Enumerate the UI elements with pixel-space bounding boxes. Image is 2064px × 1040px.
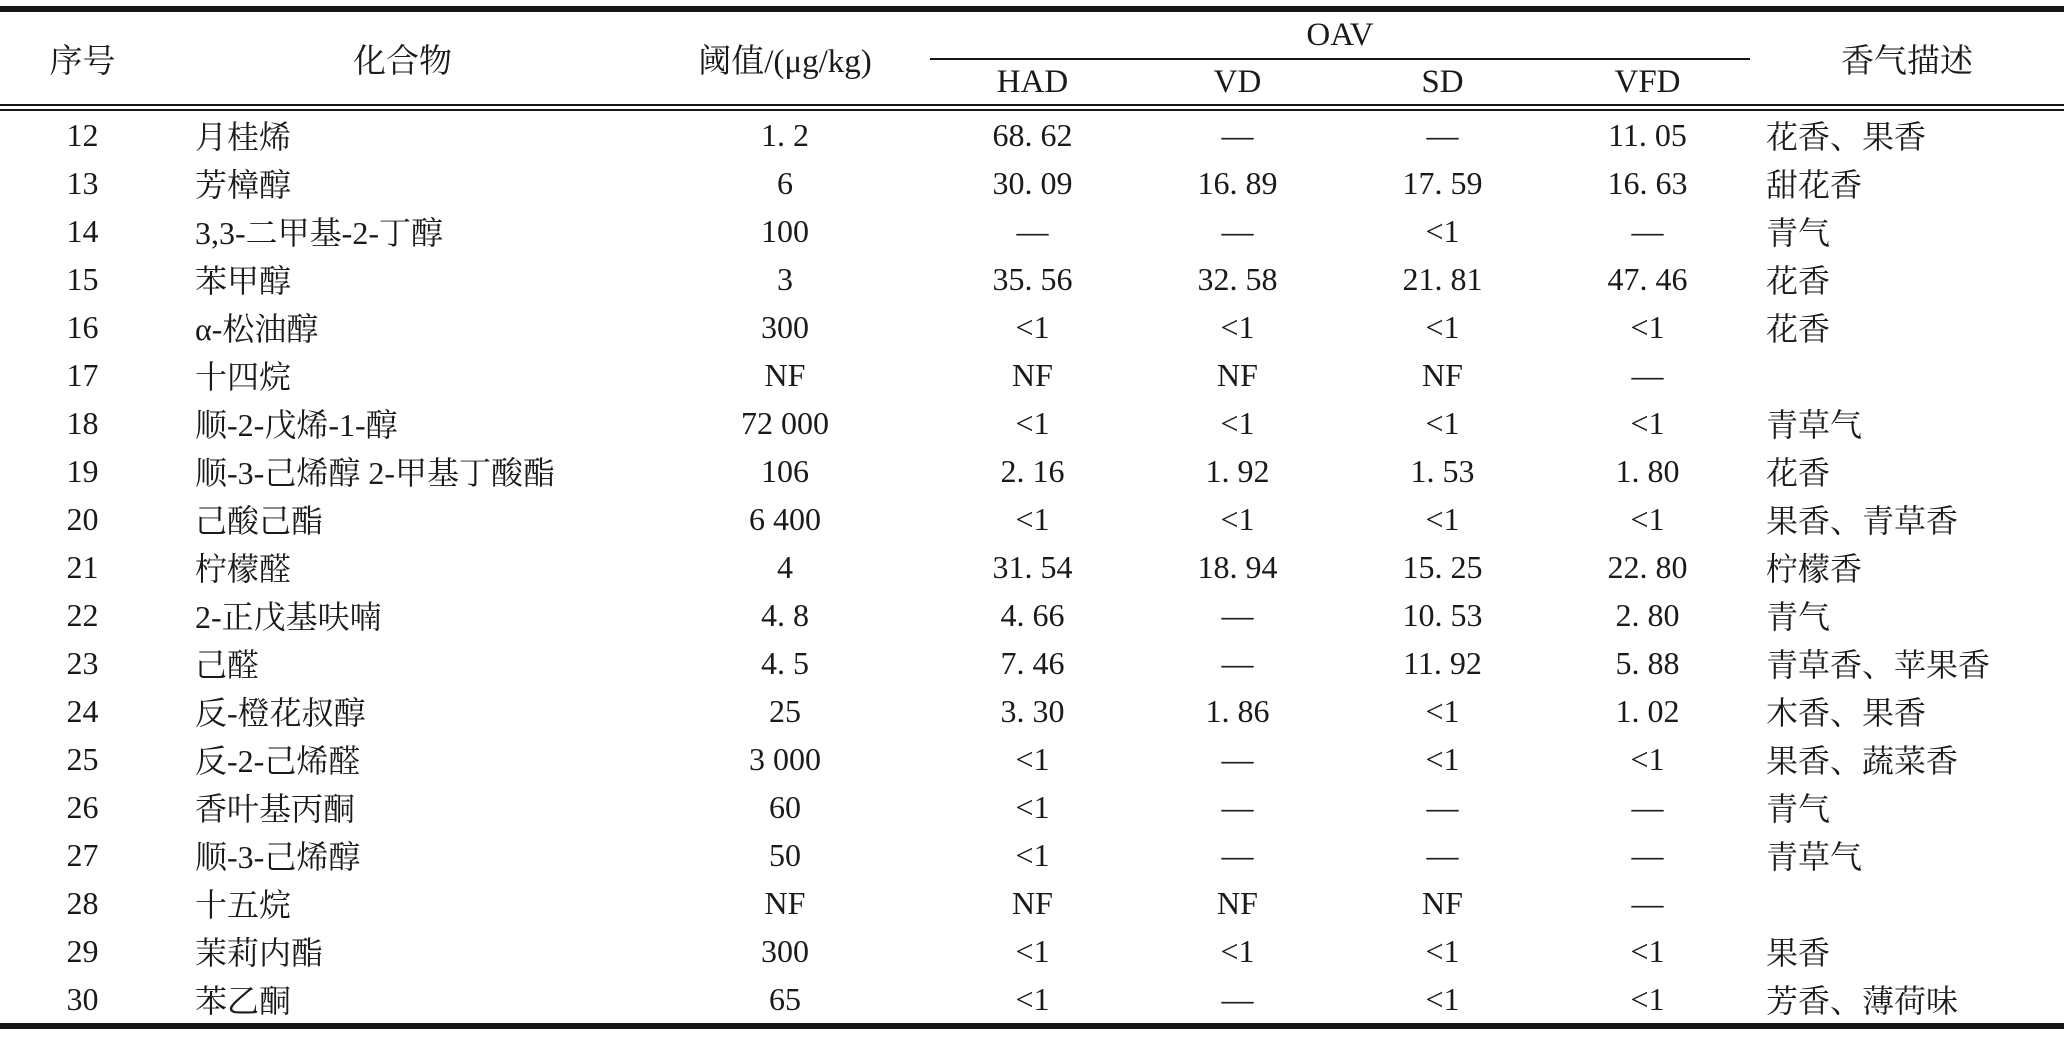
table-header xyxy=(0,9,2064,108)
aroma-description: 果香 xyxy=(1766,935,1831,971)
row-number: 30 xyxy=(66,980,99,1017)
oav-vd-value: NF xyxy=(1217,356,1258,393)
oav-sd-value: NF xyxy=(1422,356,1463,393)
header-no: 序号 xyxy=(49,43,116,80)
oav-vfd-value: 1. 02 xyxy=(1615,692,1680,729)
aroma-description: 花香、果香 xyxy=(1766,119,1927,155)
oav-sd-value: — xyxy=(1426,788,1459,825)
oav-had-value: <1 xyxy=(1015,500,1050,537)
row-number: 15 xyxy=(66,260,99,297)
oav-vfd-value: 1. 80 xyxy=(1615,452,1680,489)
threshold-value: 3 xyxy=(777,260,793,297)
threshold-value: 1. 2 xyxy=(761,116,809,153)
oav-vfd-value: — xyxy=(1631,884,1664,921)
oav-sd-value: — xyxy=(1426,836,1459,873)
oav-vfd-value: 2. 80 xyxy=(1615,596,1680,633)
oav-vfd-value: 22. 80 xyxy=(1607,548,1688,585)
row-number: 25 xyxy=(66,740,99,777)
oav-had-value: 7. 46 xyxy=(1000,644,1065,681)
oav-vd-value: 1. 86 xyxy=(1205,692,1270,729)
compound-name: 反-橙花叔醇 xyxy=(195,695,366,731)
header-vd: VD xyxy=(1213,63,1262,100)
oav-vd-value: <1 xyxy=(1220,308,1255,345)
oav-had-value: <1 xyxy=(1015,836,1050,873)
oav-vfd-value: <1 xyxy=(1630,404,1665,441)
compound-name: 反-2-己烯醛 xyxy=(195,743,361,779)
compound-name: 顺-3-己烯醇 xyxy=(195,839,361,875)
threshold-value: 3 000 xyxy=(749,740,821,777)
oav-had-value: 2. 16 xyxy=(1000,452,1065,489)
row-number: 13 xyxy=(66,164,99,201)
compound-name: 柠檬醛 xyxy=(195,551,292,587)
compound-name: 己醛 xyxy=(195,647,260,683)
threshold-value: 106 xyxy=(761,452,809,489)
oav-vd-value: — xyxy=(1221,788,1254,825)
table-row xyxy=(0,687,2064,735)
oav-vd-value: — xyxy=(1221,836,1254,873)
oav-had-value: NF xyxy=(1012,884,1053,921)
header-sd: SD xyxy=(1421,63,1464,100)
row-number: 21 xyxy=(66,548,99,585)
threshold-value: 6 xyxy=(777,164,793,201)
table-row xyxy=(0,927,2064,975)
oav-had-value: <1 xyxy=(1015,740,1050,777)
oav-vfd-value: 16. 63 xyxy=(1607,164,1688,201)
oav-sd-value: <1 xyxy=(1425,308,1460,345)
threshold-value: 72 000 xyxy=(741,404,829,441)
oav-vd-value: <1 xyxy=(1220,404,1255,441)
oav-vfd-value: 11. 05 xyxy=(1608,116,1687,153)
compound-name: 芳樟醇 xyxy=(195,167,292,203)
table-row xyxy=(0,108,2064,160)
oav-vfd-value: 47. 46 xyxy=(1607,260,1688,297)
oav-sd-value: 15. 25 xyxy=(1402,548,1483,585)
oav-vd-value: — xyxy=(1221,596,1254,633)
table-row xyxy=(0,495,2064,543)
threshold-value: 4. 5 xyxy=(761,644,809,681)
threshold-value: 300 xyxy=(761,932,809,969)
table-row xyxy=(0,399,2064,447)
threshold-value: 100 xyxy=(761,212,809,249)
compound-name: α-松油醇 xyxy=(195,311,319,347)
threshold-value: 65 xyxy=(769,980,801,1017)
oav-vd-value: 1. 92 xyxy=(1205,452,1270,489)
table-row xyxy=(0,783,2064,831)
compound-name: 茉莉内酯 xyxy=(195,935,324,971)
aroma-description: 芳香、薄荷味 xyxy=(1766,983,1959,1019)
oav-had-value: <1 xyxy=(1015,980,1050,1017)
aroma-description: 青气 xyxy=(1766,215,1831,251)
compound-name: 3,3-二甲基-2-丁醇 xyxy=(195,215,443,251)
oav-vfd-value: <1 xyxy=(1630,980,1665,1017)
compound-name: 顺-3-己烯醇 2-甲基丁酸酯 xyxy=(195,455,555,491)
oav-sd-value: 1. 53 xyxy=(1410,452,1475,489)
oav-sd-value: 10. 53 xyxy=(1402,596,1483,633)
aroma-description: 青草香、苹果香 xyxy=(1766,647,1991,683)
aroma-description xyxy=(1750,879,2064,927)
aroma-description: 木香、果香 xyxy=(1766,695,1927,731)
oav-sd-value: <1 xyxy=(1425,212,1460,249)
table-row xyxy=(0,255,2064,303)
table-body xyxy=(0,108,2064,1027)
oav-sd-value: <1 xyxy=(1425,980,1460,1017)
row-number: 22 xyxy=(66,596,99,633)
table-row xyxy=(0,447,2064,495)
table-row xyxy=(0,207,2064,255)
compound-name: 顺-2-戊烯-1-醇 xyxy=(195,407,398,443)
oav-vd-value: 32. 58 xyxy=(1197,260,1278,297)
table-row xyxy=(0,351,2064,399)
row-number: 20 xyxy=(66,500,99,537)
threshold-value: 4. 8 xyxy=(761,596,809,633)
oav-vfd-value: <1 xyxy=(1630,932,1665,969)
threshold-value: 6 400 xyxy=(749,500,821,537)
compound-name: 2-正戊基呋喃 xyxy=(195,599,382,635)
oav-had-value: 35. 56 xyxy=(992,260,1073,297)
threshold-value: 25 xyxy=(769,692,801,729)
table-row xyxy=(0,831,2064,879)
oav-had-value: <1 xyxy=(1015,404,1050,441)
oav-table xyxy=(0,6,2064,1029)
oav-sd-value: — xyxy=(1426,116,1459,153)
oav-sd-value: <1 xyxy=(1425,500,1460,537)
row-number: 12 xyxy=(66,116,99,153)
oav-had-value: NF xyxy=(1012,356,1053,393)
aroma-description xyxy=(1750,351,2064,399)
row-number: 19 xyxy=(66,452,99,489)
oav-sd-value: 21. 81 xyxy=(1402,260,1483,297)
aroma-description: 果香、青草香 xyxy=(1766,503,1959,539)
oav-vd-value: NF xyxy=(1217,884,1258,921)
oav-vd-value: 16. 89 xyxy=(1197,164,1278,201)
oav-vd-value: <1 xyxy=(1220,932,1255,969)
oav-had-value: 30. 09 xyxy=(992,164,1073,201)
table-row xyxy=(0,159,2064,207)
oav-had-value: <1 xyxy=(1015,788,1050,825)
aroma-description: 花香 xyxy=(1766,263,1831,299)
oav-vfd-value: <1 xyxy=(1630,500,1665,537)
oav-vd-value: — xyxy=(1221,116,1254,153)
oav-had-value: 4. 66 xyxy=(1000,596,1065,633)
oav-vd-value: — xyxy=(1221,740,1254,777)
header-had: HAD xyxy=(996,63,1069,100)
oav-vfd-value: <1 xyxy=(1630,308,1665,345)
threshold-value: NF xyxy=(764,356,806,393)
row-number: 23 xyxy=(66,644,99,681)
oav-vd-value: — xyxy=(1221,212,1254,249)
oav-had-value: 31. 54 xyxy=(992,548,1073,585)
table-row xyxy=(0,303,2064,351)
table-row xyxy=(0,735,2064,783)
oav-sd-value: <1 xyxy=(1425,932,1460,969)
compound-name: 十五烷 xyxy=(195,887,292,923)
oav-sd-value: <1 xyxy=(1425,740,1460,777)
threshold-value: NF xyxy=(764,884,806,921)
aroma-description: 果香、蔬菜香 xyxy=(1766,743,1959,779)
row-number: 16 xyxy=(66,308,99,345)
threshold-value: 50 xyxy=(769,836,801,873)
header-vfd: VFD xyxy=(1614,63,1681,100)
oav-sd-value: NF xyxy=(1422,884,1463,921)
compound-name: 己酸己酯 xyxy=(195,503,324,539)
oav-vfd-value: 5. 88 xyxy=(1615,644,1680,681)
row-number: 27 xyxy=(66,836,99,873)
compound-name: 十四烷 xyxy=(195,359,292,395)
table-row xyxy=(0,639,2064,687)
row-number: 18 xyxy=(66,404,99,441)
threshold-value: 60 xyxy=(769,788,801,825)
table-row xyxy=(0,879,2064,927)
oav-vfd-value: — xyxy=(1631,356,1664,393)
table-row xyxy=(0,591,2064,639)
aroma-description: 青气 xyxy=(1766,791,1831,827)
oav-had-value: <1 xyxy=(1015,932,1050,969)
oav-vfd-value: — xyxy=(1631,212,1664,249)
oav-had-value: <1 xyxy=(1015,308,1050,345)
row-number: 29 xyxy=(66,932,99,969)
table-row xyxy=(0,543,2064,591)
row-number: 14 xyxy=(66,212,99,249)
aroma-description: 青草气 xyxy=(1766,407,1863,443)
oav-vd-value: <1 xyxy=(1220,500,1255,537)
aroma-description: 青气 xyxy=(1766,599,1831,635)
oav-had-value: 3. 30 xyxy=(1000,692,1065,729)
oav-sd-value: 17. 59 xyxy=(1402,164,1483,201)
header-row-top xyxy=(0,9,2064,59)
table-row xyxy=(0,975,2064,1026)
oav-sd-value: <1 xyxy=(1425,692,1460,729)
header-threshold: 阈值/(μg/kg) xyxy=(698,43,872,80)
oav-had-value: — xyxy=(1016,212,1049,249)
header-compound: 化合物 xyxy=(353,43,452,80)
oav-vfd-value: <1 xyxy=(1630,740,1665,777)
threshold-value: 300 xyxy=(761,308,809,345)
oav-vd-value: — xyxy=(1221,980,1254,1017)
aroma-description: 青草气 xyxy=(1766,839,1863,875)
aroma-description: 花香 xyxy=(1766,311,1831,347)
header-oav-group: OAV xyxy=(930,9,1750,59)
compound-name: 月桂烯 xyxy=(195,119,292,155)
oav-vfd-value: — xyxy=(1631,836,1664,873)
compound-name: 香叶基丙酮 xyxy=(195,791,356,827)
compound-name: 苯乙酮 xyxy=(195,983,292,1019)
oav-sd-value: <1 xyxy=(1425,404,1460,441)
threshold-value: 4 xyxy=(777,548,793,585)
row-number: 24 xyxy=(66,692,99,729)
aroma-description: 柠檬香 xyxy=(1766,551,1863,587)
oav-vd-value: 18. 94 xyxy=(1197,548,1278,585)
aroma-description: 甜花香 xyxy=(1766,167,1863,203)
compound-name: 苯甲醇 xyxy=(195,263,292,299)
row-number: 26 xyxy=(66,788,99,825)
oav-sd-value: 11. 92 xyxy=(1403,644,1482,681)
aroma-description: 花香 xyxy=(1766,455,1831,491)
row-number: 28 xyxy=(66,884,99,921)
oav-vfd-value: — xyxy=(1631,788,1664,825)
oav-had-value: 68. 62 xyxy=(992,116,1073,153)
row-number: 17 xyxy=(66,356,99,393)
header-aroma: 香气描述 xyxy=(1841,43,1973,80)
oav-vd-value: — xyxy=(1221,644,1254,681)
